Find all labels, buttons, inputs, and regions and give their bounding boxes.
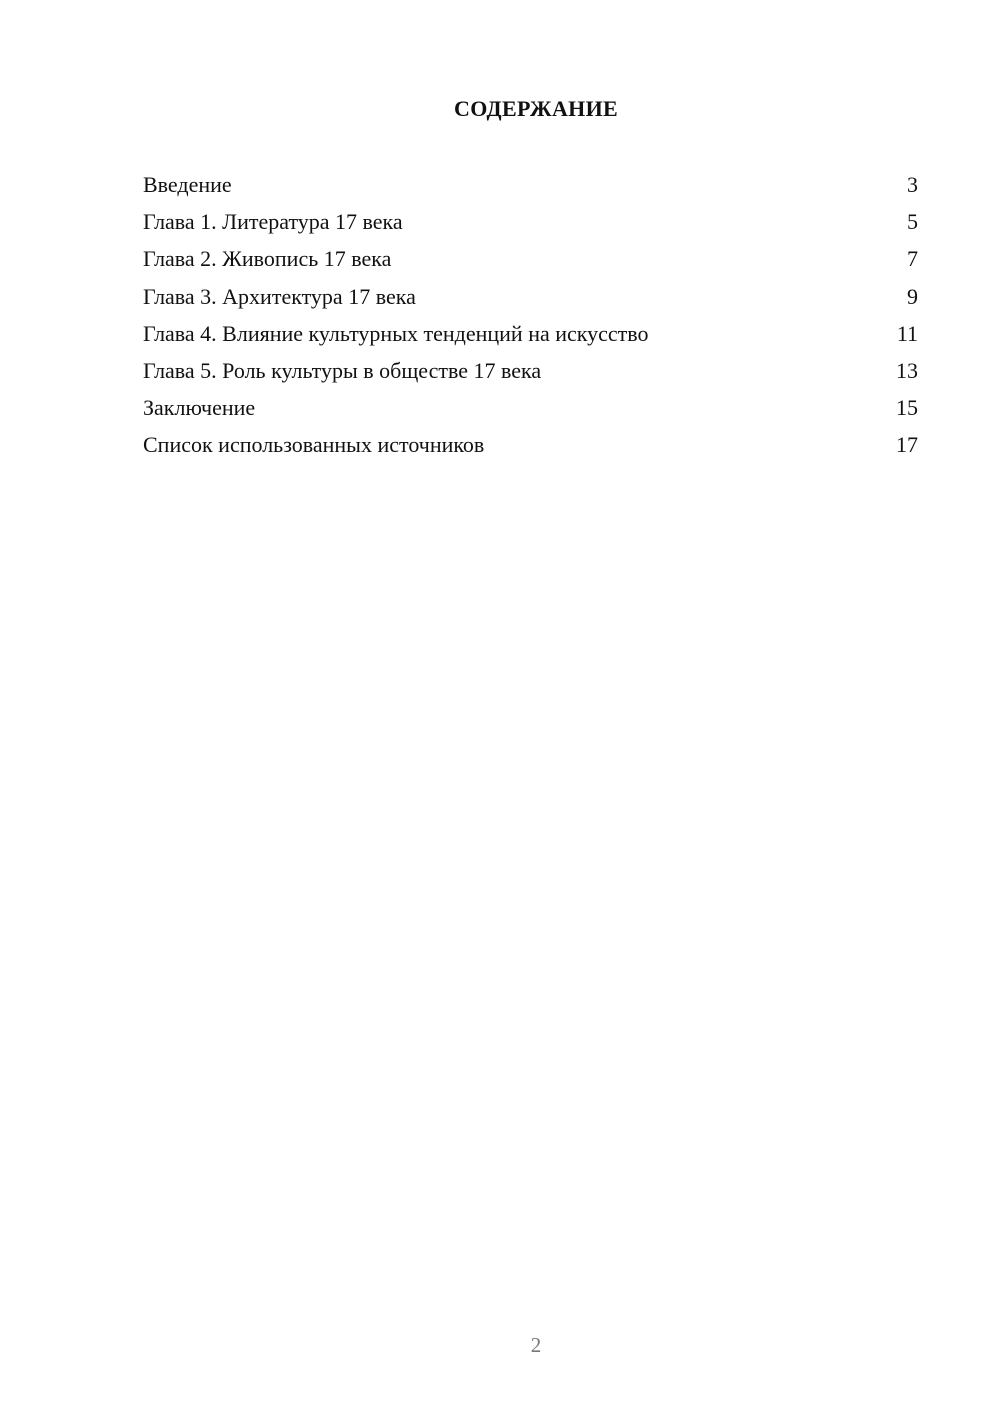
toc-entry-label: Глава 1. Литература 17 века	[143, 209, 403, 235]
toc-entry-page: 11	[896, 320, 918, 346]
toc-entry-label: Глава 5. Роль культуры в обществе 17 века	[143, 357, 542, 383]
page-number: 2	[530, 1333, 542, 1357]
toc-entry-introduction[interactable]	[143, 170, 918, 207]
toc-entry-chapter-1[interactable]	[143, 207, 918, 244]
toc-entry-label: Глава 4. Влияние культурных тенденций на искусство	[143, 320, 649, 346]
toc-entry-chapter-3[interactable]	[143, 282, 918, 319]
toc-entry-page: 5	[907, 209, 918, 235]
table-of-contents	[143, 170, 918, 468]
toc-entry-page: 9	[907, 283, 918, 309]
toc-entry-label: Заключение	[143, 395, 256, 421]
toc-entry-chapter-5[interactable]	[143, 356, 918, 393]
toc-entry-chapter-4[interactable]	[143, 319, 918, 356]
toc-entry-label: Введение	[143, 172, 232, 197]
toc-entry-label: Список использованных источников	[143, 432, 485, 458]
toc-entry-conclusion[interactable]	[143, 393, 918, 430]
page-title: СОДЕРЖАНИЕ	[454, 96, 618, 121]
toc-entry-page: 13	[896, 357, 918, 383]
toc-entry-page: 3	[907, 172, 918, 197]
toc-entry-label: Глава 3. Архитектура 17 века	[143, 283, 416, 309]
toc-entry-references[interactable]	[143, 430, 918, 467]
toc-entry-chapter-2[interactable]	[143, 244, 918, 281]
toc-entry-page: 17	[896, 432, 918, 458]
toc-entry-page: 15	[896, 395, 918, 421]
toc-entry-page: 7	[907, 246, 918, 272]
toc-entry-label: Глава 2. Живопись 17 века	[143, 246, 392, 272]
